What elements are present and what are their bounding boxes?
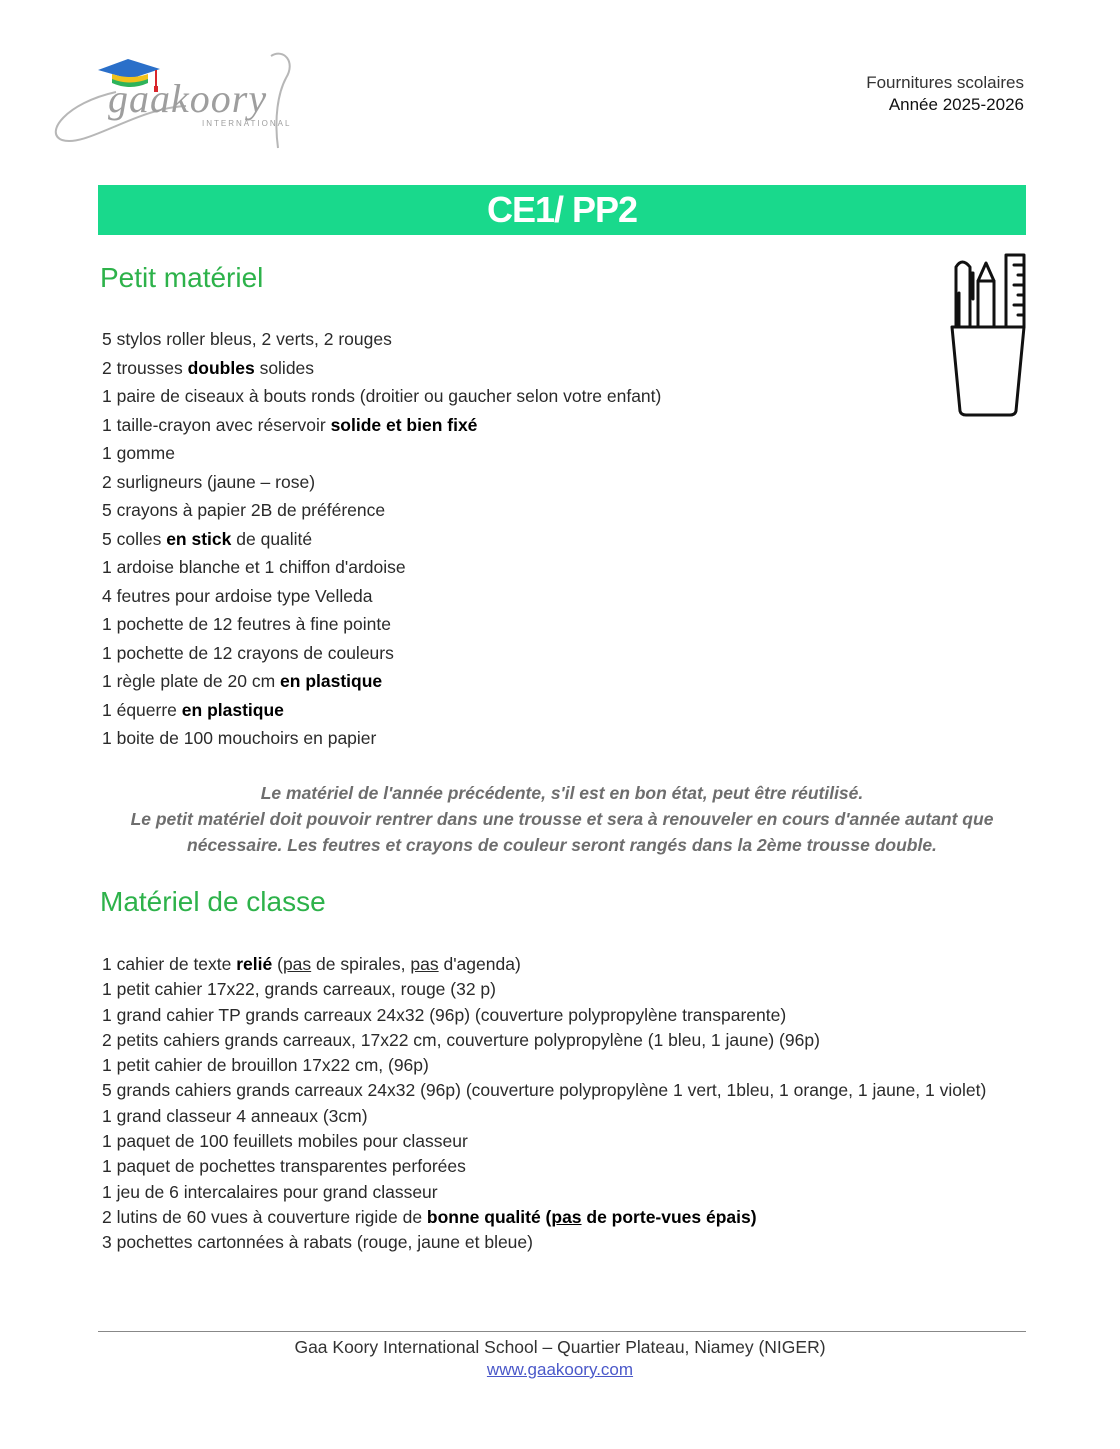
school-year: Année 2025-2026 [888,95,1024,114]
list-item: 1 ardoise blanche et 1 chiffon d'ardoise [102,557,406,577]
list-item: 5 grands cahiers grands carreaux 24x32 (96p) (couverture polypropylène 1 vert, 1bleu, 1 orange, 1 jaune, 1 violet) [102,1080,987,1101]
logo-subtext: INTERNATIONAL [202,119,292,128]
list-item: 4 feutres pour ardoise type Velleda [102,585,373,606]
section-title-petit-materiel: Petit matériel [100,262,264,293]
materiel-de-classe-list [102,952,1002,1256]
list-item: 1 paquet de 100 feuillets mobiles pour classeur [102,1131,468,1152]
list-item: 1 paquet de pochettes transparentes perforées [102,1156,466,1177]
list-item: 1 gomme [102,443,175,463]
list-item: 1 taille-crayon avec réservoir solide et bien fixé [102,414,478,435]
pencil-cup-icon [946,253,1030,419]
footer [0,1337,1120,1380]
list-item: 2 trousses doubles solides [102,357,315,378]
note-line: nécessaire. Les feutres et crayons de couleur seront rangés dans la 2ème trousse double. [187,835,937,855]
list-item: 1 paire de ciseaux à bouts ronds (droitier ou gaucher selon votre enfant) [102,386,662,406]
note-line: Le matériel de l'année précédente, s'il est en bon état, peut être réutilisé. [260,783,864,803]
list-item: 1 petit cahier 17x22, grands carreaux, rouge (32 p) [102,979,496,1000]
list-item: 1 pochette de 12 crayons de couleurs [102,642,394,663]
list-item: 2 petits cahiers grands carreaux, 17x22 cm, couverture polypropylène (1 bleu, 1 jaune) (96p) [102,1029,820,1050]
list-item: 1 petit cahier de brouillon 17x22 cm, (96p) [102,1055,429,1076]
class-banner [98,185,1026,235]
footer-divider [98,1331,1026,1332]
list-item: 5 colles en stick de qualité [102,528,313,549]
list-item: 5 stylos roller bleus, 2 verts, 2 rouges [102,329,392,349]
school-logo [46,48,306,156]
list-item: 1 jeu de 6 intercalaires pour grand classeur [102,1181,438,1202]
logo-graphic [46,48,306,156]
list-item: 1 grand classeur 4 anneaux (3cm) [102,1105,368,1126]
class-name: CE1/ PP2 [486,189,638,230]
logo-wordmark: gaakoory [108,76,268,121]
document-type: Fournitures scolaires [866,73,1024,92]
document-meta [866,72,1024,116]
section-title-materiel-de-classe: Matériel de classe [100,886,326,917]
list-item: 2 lutins de 60 vues à couverture rigide de bonne qualité (pas de porte-vues épais) [102,1206,757,1227]
list-item: 2 surligneurs (jaune – rose) [102,471,316,492]
note-line: Le petit matériel doit pouvoir rentrer dans une trousse et sera à renouveler en cours d'année autant que [130,809,994,829]
list-item: 1 pochette de 12 feutres à fine pointe [102,614,391,634]
list-item: 3 pochettes cartonnées à rabats (rouge, jaune et bleue) [102,1232,533,1253]
petit-materiel-list [102,325,661,753]
list-item: 1 grand cahier TP grands carreaux 24x32 (96p) (couverture polypropylène transparente) [102,1004,787,1025]
list-item: 5 crayons à papier 2B de préférence [102,500,386,520]
list-item: 1 équerre en plastique [102,699,284,720]
footer-address: Gaa Koory International School – Quartier Plateau, Niamey (NIGER) [294,1337,826,1357]
website-link[interactable]: www.gaakoory.com [486,1360,634,1379]
list-item: 1 cahier de texte relié (pas de spirales, pas d'agenda) [102,954,521,974]
reuse-note [100,780,1024,858]
list-item: 1 boite de 100 mouchoirs en papier [102,728,377,748]
list-item: 1 règle plate de 20 cm en plastique [102,671,383,691]
